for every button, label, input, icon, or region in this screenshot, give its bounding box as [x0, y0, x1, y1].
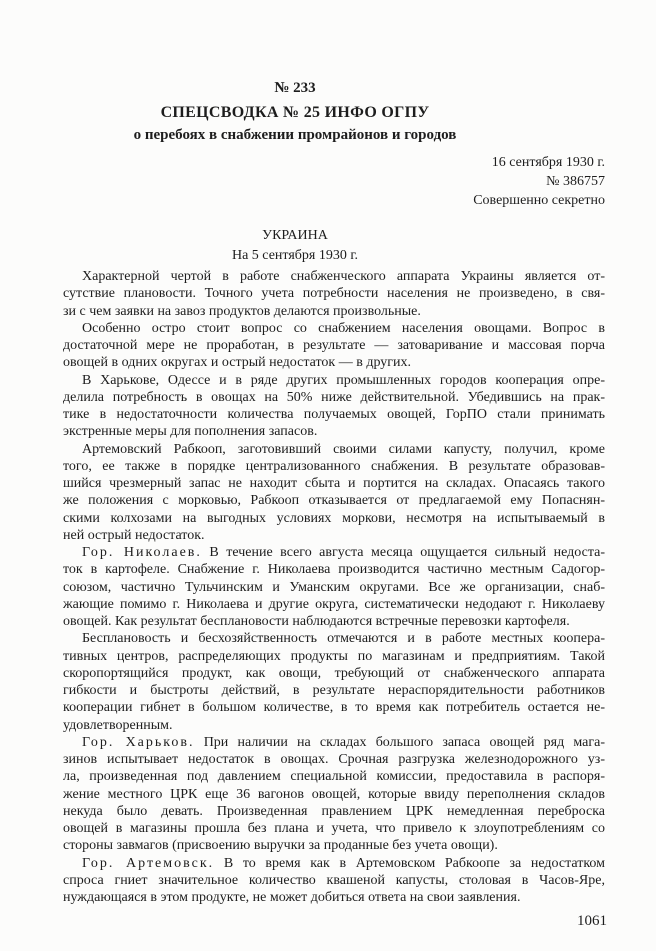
text-line: Характерной чертой в работе снабженческого аппарата Украины является от- — [82, 269, 605, 284]
text-line: жающие помимо г. Николаева и другие округа, систематически недодают г. Николаеву — [63, 596, 605, 612]
location-lead: Гор. Харьков. — [82, 734, 195, 750]
text-line: тивных центров, распределяющих продукты по магазинам и предприятиям. Такой — [63, 648, 605, 664]
text-line: ла, произведенная под давлением специальной комиссии, предоставила в распоря- — [63, 769, 605, 785]
text-line: скими колхозами на выгодных условиях моркови, несмотря на испытываемый в — [63, 510, 605, 526]
text-line: жение местного ЦРК еще 36 вагонов овощей, которые ввиду переполнения складов — [63, 786, 605, 802]
text-line: делила потребность в овощах на 50% ниже действительной. Убедившись на прак- — [63, 389, 605, 405]
document-subtitle: о перебоях в снабжении промрайонов и городов — [133, 127, 457, 143]
text-line — [63, 544, 605, 561]
text-line: некуда было девать. Произведенная правлением ЦРК немедленная переброска — [63, 803, 605, 819]
text-line: кооперации гибнет в большом количестве, в то время как потребитель остается не- — [63, 700, 605, 716]
paragraph — [63, 544, 605, 630]
document-body — [63, 268, 605, 906]
page-number: 1061 — [577, 913, 607, 929]
text-line: тике в недостаточности количества получаемых овощей, ГорПО стали принимать — [63, 407, 605, 422]
text-line: шийся чрезмерный запас не находит сбыта и портится на складах. Опасаясь такого — [63, 476, 605, 491]
text-line: зи с чем заявки на завоз продуктов делаются произвольные. — [63, 303, 421, 319]
text-line: спроса гниет значительное количество квашеной капусты, столовая в Часов-Яре, — [63, 872, 605, 888]
paragraph — [63, 441, 605, 545]
text-line: гибкости и быстроты действий, в результате нераспорядительности работников — [63, 683, 605, 698]
text-line: Особенно остро стоит вопрос со снабжением населения овощами. Вопрос в — [82, 320, 605, 336]
text-line: Бесплановость и бесхозяйственность отмечаются и в работе местных коопера- — [82, 631, 605, 647]
text-line-content: В течение всего августа месяца ощущается сильный недоста- — [209, 545, 605, 560]
text-line-content: При наличии на складах большого запаса овощей ряд мага- — [203, 734, 606, 750]
paragraph — [63, 630, 605, 734]
text-line: В Харькове, Одессе и в ряде других промышленных городов кооперация опре- — [82, 372, 605, 388]
text-line: достаточной мере не проработан, в результате — затоваривание и массовая порча — [63, 338, 605, 353]
section-date: На 5 сентября 1930 г. — [231, 248, 358, 263]
text-line: экстренные меры для пополнения запасов. — [63, 424, 318, 440]
text-line: Артемовский Рабкооп, заготовивший своими силами капусту, получил, кроме — [82, 441, 605, 457]
text-line: стороны завмагов (присвоению выручки за проданные без учета овощи). — [63, 838, 498, 854]
text-line — [63, 734, 605, 751]
text-line — [63, 855, 605, 872]
document-index: № 233 — [274, 80, 316, 96]
paragraph — [63, 855, 605, 907]
document-title: СПЕЦСВОДКА № 25 ИНФО ОГПУ — [160, 104, 430, 121]
text-line: удовлетворенным. — [63, 717, 173, 733]
registration-number: № 386757 — [546, 174, 605, 189]
paragraph — [63, 372, 605, 441]
paragraph — [63, 320, 605, 372]
paragraph — [63, 734, 605, 855]
text-line: же положения с морковью, Рабкооп отказывается от предлагаемой ему Попаснян- — [63, 493, 605, 509]
text-line: ней острый недостаток. — [63, 527, 205, 543]
text-line: овощей в одних округах и острый недостаток — в других. — [63, 355, 411, 371]
location-lead: Гор. Артемовск. — [82, 855, 215, 871]
text-line: скоропортящийся продукт, как овощи, требующий от снабженческого аппарата — [63, 665, 605, 681]
text-line: ток в картофеле. Снабжение г. Николаева производится частично местным Садогор- — [63, 562, 605, 578]
location-lead: Гор. Николаев. — [82, 545, 202, 560]
text-line-content: В то время как в Артемовском Рабкоопе за недостатком — [223, 855, 606, 871]
paragraph — [63, 268, 605, 320]
text-line: овощей в магазины прошла без плана и учета, что привело к злоупотреблениям со — [63, 821, 605, 836]
text-line: нуждающаяся в этом продукте, не может добиться ответа на свои заявления. — [63, 890, 521, 905]
section-heading: УКРАИНА — [262, 228, 328, 243]
text-line: овощей. Как результат бесплановости наблюдаются встречные перевозки картофеля. — [63, 614, 570, 629]
classification-mark: Совершенно секретно — [473, 193, 605, 208]
text-line: зинов испытывает недостаток в овощах. Срочная разгрузка железнодорожного уз- — [63, 752, 605, 767]
text-line: союзом, частично Тульчинским и Уманским округами. Все же организации, снаб- — [63, 579, 605, 595]
text-line: сутствие плановости. Точного учета потребности населения не произведено, в свя- — [63, 286, 605, 302]
document-date: 16 сентября 1930 г. — [491, 155, 605, 170]
text-line: того, ее также в порядке централизованного снабжения. В результате образовав- — [63, 458, 605, 474]
